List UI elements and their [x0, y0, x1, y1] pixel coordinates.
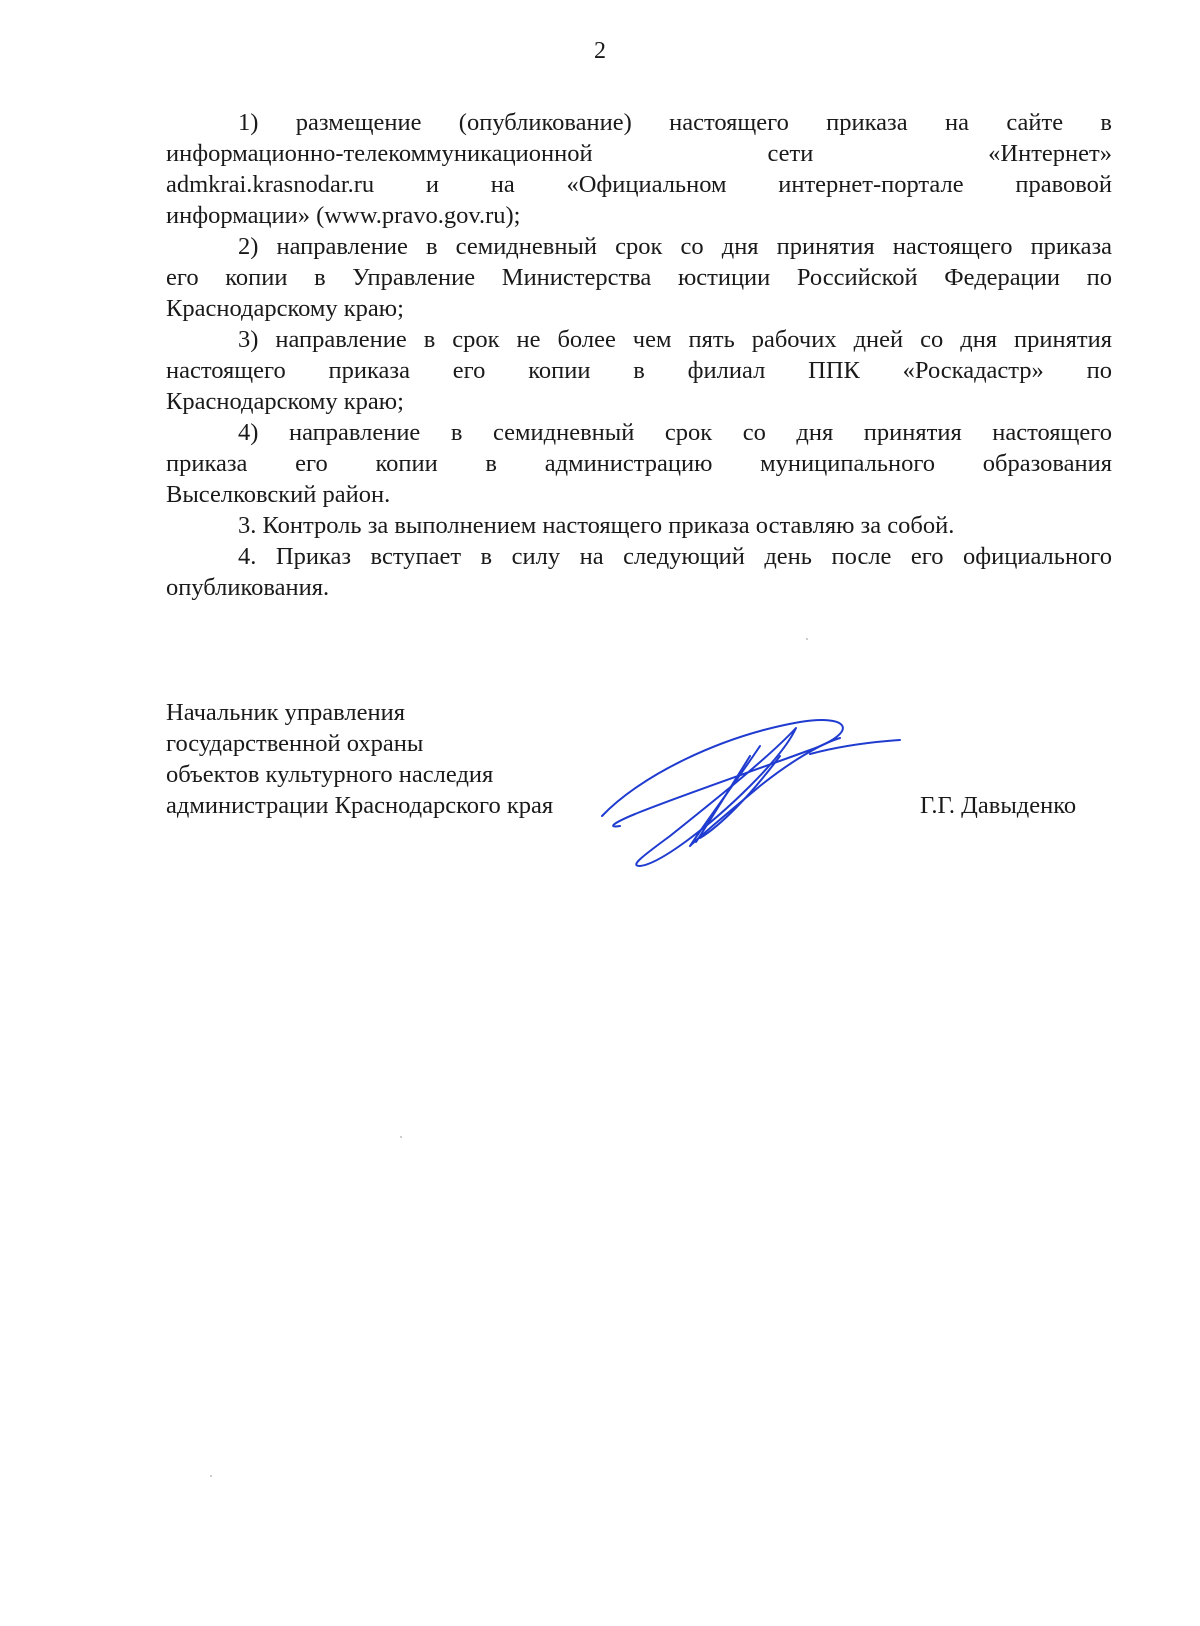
text-line: информации» (www.pravo.gov.ru);: [166, 202, 521, 229]
text-line: admkrai.krasnodar.ru и на «Официальном интернет-портале правовой: [166, 171, 1112, 198]
text-line: Краснодарскому краю;: [166, 295, 404, 322]
signatory-position: [166, 697, 553, 821]
text-line: настоящего приказа его копии в филиал ППК «Роскадастр» по: [166, 357, 1112, 384]
text-line: Краснодарскому краю;: [166, 388, 404, 415]
text-line: 1) размещение (опубликование) настоящего приказа на сайте в: [238, 109, 1112, 136]
scan-speck: [400, 1136, 402, 1138]
point-effective-date: [166, 541, 1112, 603]
handwritten-signature-icon: [600, 716, 920, 878]
scan-speck: [806, 638, 808, 640]
text-line: приказа его копии в администрацию муниципального образования: [166, 450, 1112, 477]
list-item-publication: [166, 107, 1112, 231]
position-line: администрации Краснодарского края: [166, 792, 554, 819]
text-line: его копии в Управление Министерства юстиции Российской Федерации по: [166, 264, 1112, 291]
page-number: 2: [594, 38, 606, 64]
text-line: 2) направление в семидневный срок со дня принятия настоящего приказа: [238, 233, 1112, 260]
text-line: информационно-телекоммуникационной сети «Интернет»: [166, 140, 1112, 167]
text-line: 3) направление в срок не более чем пять рабочих дней со дня принятия: [238, 326, 1112, 353]
document-body: [166, 107, 1112, 603]
list-item-district-copy: [166, 417, 1112, 510]
point-control: [166, 510, 1112, 541]
position-line: Начальник управления: [166, 699, 405, 726]
list-item-ministry-copy: [166, 231, 1112, 324]
position-line: государственной охраны: [166, 730, 424, 757]
text-line: опубликования.: [166, 574, 330, 601]
position-line: объектов культурного наследия: [166, 761, 494, 788]
text-line: 4. Приказ вступает в силу на следующий день после его официального: [238, 543, 1112, 570]
text-line: 3. Контроль за выполнением настоящего приказа оставляю за собой.: [238, 512, 955, 539]
signatory-name: Г.Г. Давыденко: [920, 792, 1077, 819]
text-line: 4) направление в семидневный срок со дня принятия настоящего: [238, 419, 1112, 446]
text-line: Выселковский район.: [166, 481, 391, 508]
list-item-roskadastr-copy: [166, 324, 1112, 417]
scan-speck: [210, 1475, 212, 1477]
